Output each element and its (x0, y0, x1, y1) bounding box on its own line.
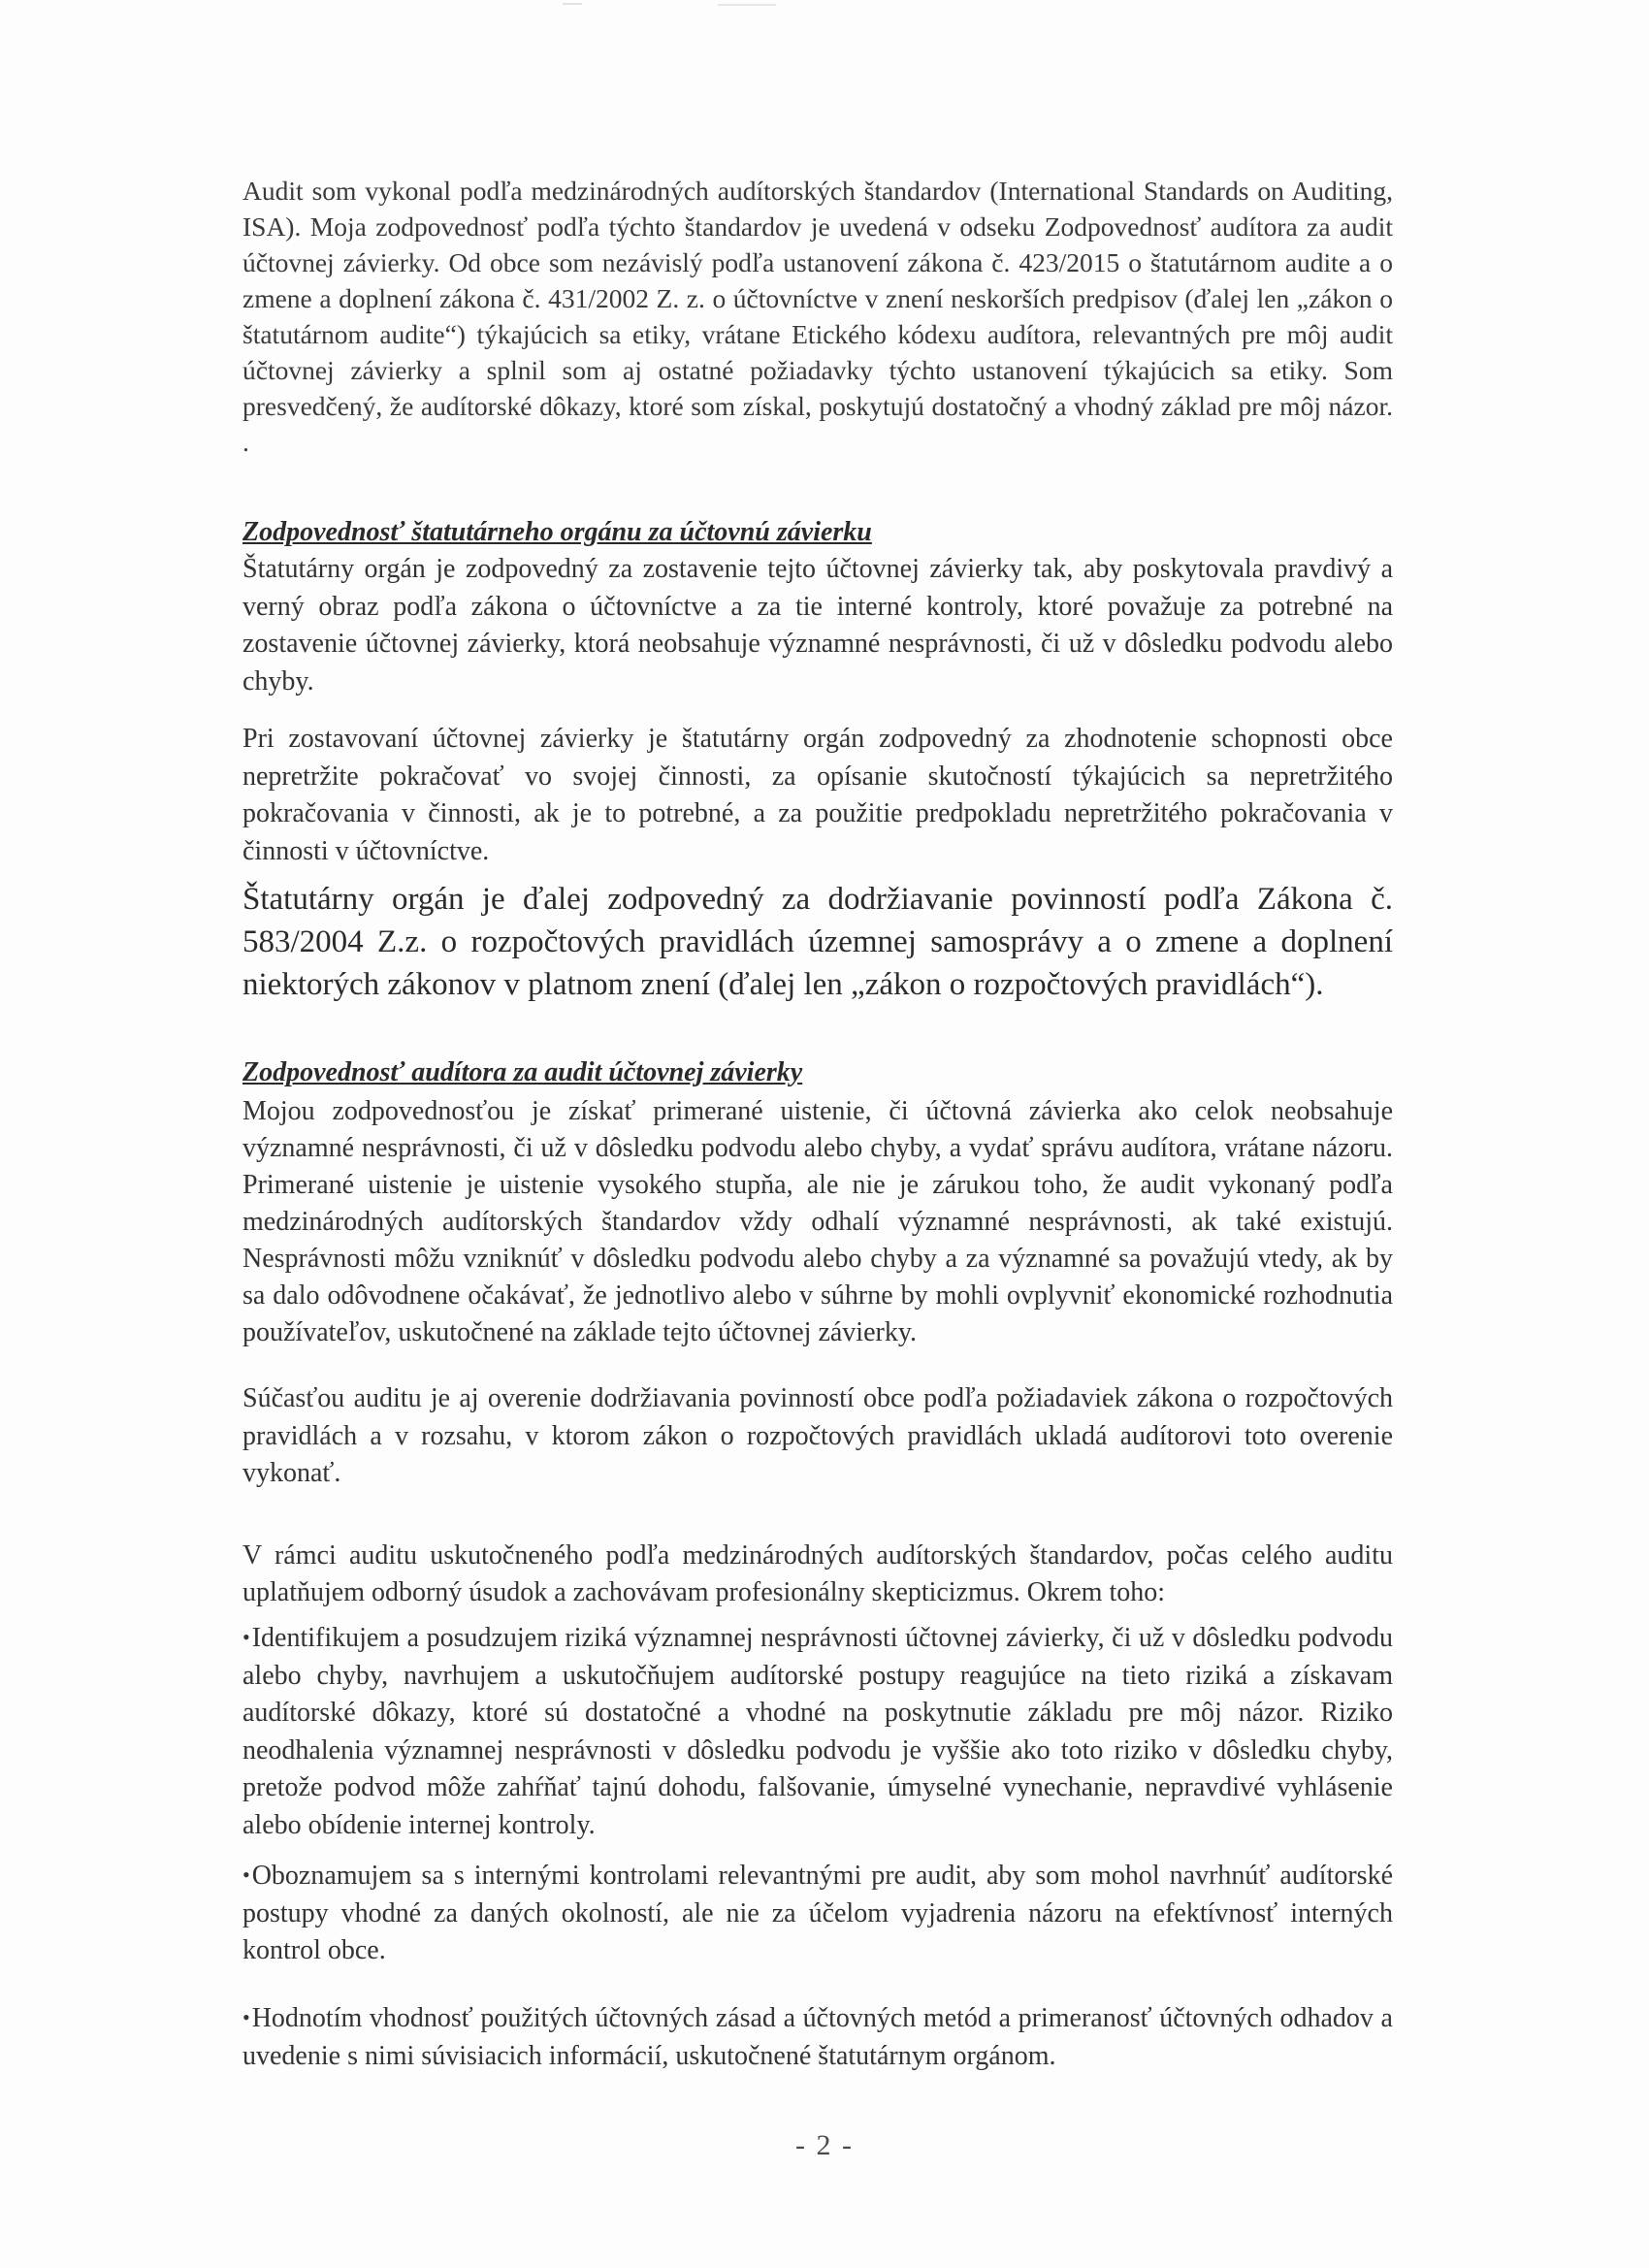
paragraph-going-concern: Pri zostavovaní účtovnej závierky je štatutárny orgán zodpovedný za zhodnotenie schopnosti obce nepretržite pokračovať vo svojej činnosti, za opísanie skutočností týkajúcich sa nepretržitého pokračovania v činnosti, ak je to potrebné, a za použitie predpokladu nepretržitého pokračovania v činnosti v účtovníctve. (242, 724, 1393, 866)
scan-artifact (543, 0, 795, 10)
heading-auditor-responsibility: Zodpovednosť audítora za audit účtovnej závierky (242, 1057, 803, 1087)
heading-statutory-responsibility: Zodpovednosť štatutárneho orgánu za účtovnú závierku (242, 517, 872, 547)
paragraph-statutory-responsibility: Štatutárny orgán je zodpovedný za zostavenie tejto účtovnej závierky tak, aby poskytovala pravdivý a verný obraz podľa zákona o účtovníctve a za tie interné kontroly, ktoré považuje za potrebné na zostavenie účtovnej závierky, ktorá neobsahuje významné nesprávnosti, či už v dôsledku podvodu alebo chyby. (242, 554, 1393, 697)
paragraph-professional-judgment: V rámci auditu uskutočneného podľa medzinárodných audítorských štandardov, počas celého auditu uplatňujem odborný úsudok a zachovávam profesionálny skepticizmus. Okrem toho: (242, 1540, 1393, 1607)
paragraph-audit-basis: Audit som vykonal podľa medzinárodných audítorských štandardov (International Standards on Auditing, ISA). Moja zodpovednosť podľa týchto štandardov je uvedená v odseku Zodpovednosť audítora za audit účtovnej závierky. Od obce som nezávislý podľa ustanovení zákona č. 423/2015 o štatutárnom audite a o zmene a doplnení zákona č. 431/2002 Z. z. o účtovníctve v znení neskorších predpisov (ďalej len „zákon o štatutárnom audite“) týkajúcich sa etiky, vrátane Etického kódexu audítora, relevantných pre môj audit účtovnej závierky a splnil som aj ostatné požiadavky týchto ustanovení týkajúcich sa etiky. Som presvedčený, že audítorské dôkazy, ktoré som získal, poskytujú dostatočný a vhodný základ pre môj názor. . (242, 176, 1393, 457)
bullet-icon: • (242, 1625, 250, 1649)
bullet-icon: • (242, 1863, 250, 1887)
paragraph-audit-scope: Súčasťou auditu je aj overenie dodržiavania povinností obce podľa požiadaviek zákona o rozpočtových pravidlách a v rozsahu, v ktorom zákon o rozpočtových pravidlách ukladá audítorovi toto overenie vykonať. (242, 1383, 1393, 1488)
bullet-icon: • (242, 2005, 250, 2029)
paragraph-auditor-responsibility: Mojou zodpovednosťou je získať primerané uistenie, či účtovná závierka ako celok neobsahuje významné nesprávnosti, či už v dôsledku podvodu alebo chyby, a vydať správu audítora, vrátane názoru. Primerané uistenie je uistenie vysokého stupňa, ale nie je zárukou toho, že audit vykonaný podľa medzinárodných audítorských štandardov vždy odhalí významné nesprávnosti, ak také existujú. Nesprávnosti môžu vzniknúť v dôsledku podvodu alebo chyby a za významné sa považujú vtedy, ak by sa dalo odôvodnene očakávať, že jednotlivo alebo v súhrne by mohli ovplyvniť ekonomické rozhodnutia používateľov, uskutočnené na základe tejto účtovnej závierky. (242, 1096, 1393, 1347)
page-number: - 2 - (795, 2129, 854, 2161)
bullet-text: Oboznamujem sa s internými kontrolami relevantnými pre audit, aby som mohol navrhnúť audítorské postupy vhodné za daných okolností, ale nie za účelom vyjadrenia názoru na efektívnosť interných kontrol obce. (242, 1861, 1393, 1965)
paragraph-budget-rules: Štatutárny orgán je ďalej zodpovedný za dodržiavanie povinností podľa Zákona č. 583/2004 Z.z. o rozpočtových pravidlách územnej samosprávy a o zmene a doplnení niektorých zákonov v platnom znení (ďalej len „zákon o rozpočtových pravidlách“). (242, 882, 1393, 1002)
bullet-text: Identifikujem a posudzujem riziká významnej nesprávnosti účtovnej závierky, či už v dôsledku podvodu alebo chyby, navrhujem a uskutočňujem audítorské postupy reagujúce na tieto riziká a získavam audítorské dôkazy, ktoré sú dostatočné a vhodné na poskytnutie základu pre môj názor. Riziko neodhalenia významnej nesprávnosti v dôsledku podvodu je vyššie ako toto riziko v dôsledku chyby, pretože podvod môže zahŕňať tajnú dohodu, falšovanie, úmyselné vynechanie, nepravdivé vyhlásenie alebo obídenie internej kontroly. (242, 1623, 1393, 1840)
bullet-item (242, 1999, 1393, 2075)
bullet-text: Hodnotím vhodnosť použitých účtovných zásad a účtovných metód a primeranosť účtovných odhadov a uvedenie s nimi súvisiacich informácií, uskutočnené štatutárnym orgánom. (242, 2003, 1393, 2071)
bullet-item (242, 1619, 1393, 1844)
bullet-item (242, 1857, 1393, 1970)
